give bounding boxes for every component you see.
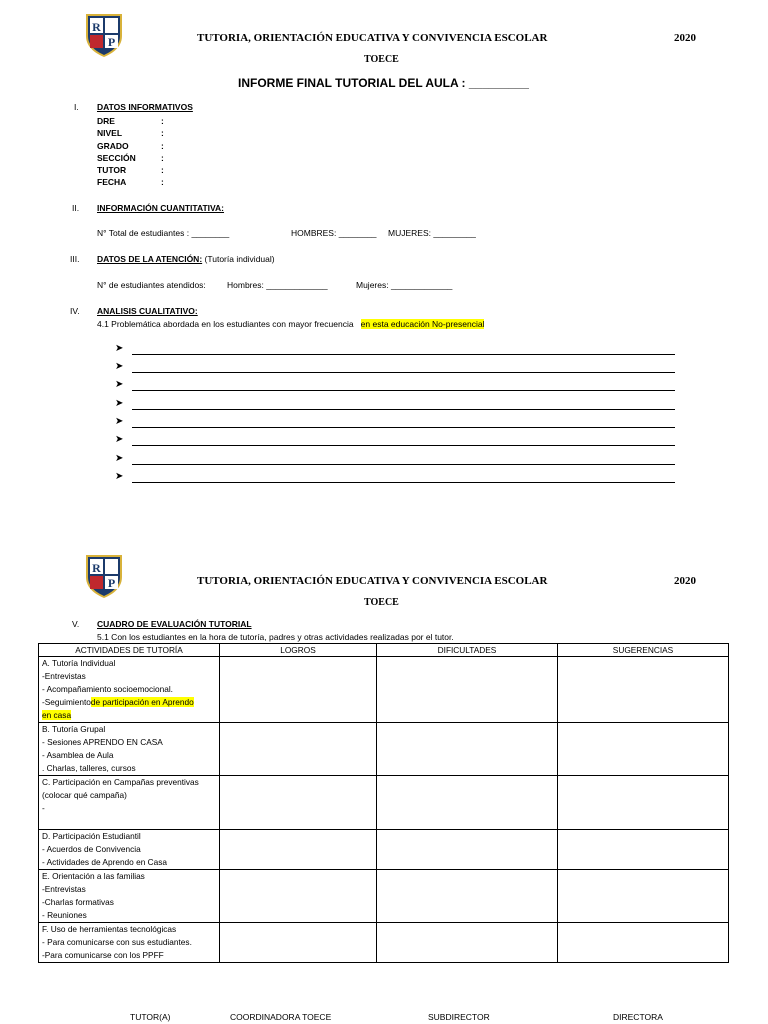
arrow-bullet-icon: ➤ xyxy=(115,453,124,464)
attended-hombres: Hombres: _____________ xyxy=(227,280,328,290)
svg-text:R: R xyxy=(92,20,101,34)
col-header-dificultades: DIFICULTADES xyxy=(377,644,558,657)
arrow-bullet-icon: ➤ xyxy=(115,379,124,390)
table-row xyxy=(39,657,729,723)
dificultades-cell[interactable] xyxy=(377,657,558,723)
sugerencias-cell[interactable] xyxy=(558,723,729,776)
arrow-bullet-icon: ➤ xyxy=(115,434,124,445)
activity-cell xyxy=(39,776,220,830)
field-label: NIVEL xyxy=(97,128,123,139)
activity-line: F. Uso de herramientas tecnológicas xyxy=(42,924,177,934)
arrow-bullet-icon: ➤ xyxy=(115,398,124,409)
col-header-logros: LOGROS xyxy=(220,644,377,657)
arrow-bullet-icon: ➤ xyxy=(115,471,124,482)
school-crest-logo xyxy=(83,12,125,58)
section3-title-row xyxy=(97,254,275,264)
signature-directora: DIRECTORA xyxy=(613,1012,663,1022)
field-label: FECHA xyxy=(97,177,127,188)
field-colon: : xyxy=(161,165,164,176)
activity-highlight: en casa xyxy=(42,710,72,720)
logros-cell[interactable] xyxy=(220,723,377,776)
activity-line: -Charlas formativas xyxy=(42,897,114,907)
activity-line: - Actividades de Aprendo en Casa xyxy=(42,857,167,867)
report-title: INFORME FINAL TUTORIAL DEL AULA : _________ xyxy=(238,76,529,90)
section5-sub: 5.1 Con los estudiantes en la hora de tutoría, padres y otras actividades realizadas por el tutor. xyxy=(97,632,454,642)
field-label: DRE xyxy=(97,116,115,126)
dificultades-cell[interactable] xyxy=(377,723,558,776)
field-colon: : xyxy=(161,116,164,126)
sugerencias-cell[interactable] xyxy=(558,830,729,870)
activity-line: - Para comunicarse con sus estudiantes. xyxy=(42,937,192,947)
answer-line[interactable] xyxy=(115,436,675,448)
activity-text: -Seguimiento xyxy=(42,697,91,707)
total-students: N° Total de estudiantes : ________ xyxy=(97,228,230,238)
section4-num: IV. xyxy=(70,306,80,316)
mujeres-count: MUJERES: _________ xyxy=(388,228,476,238)
activity-cell xyxy=(39,830,220,870)
header-subtitle: TOECE xyxy=(364,54,399,65)
activity-line: B. Tutoría Grupal xyxy=(42,724,106,734)
logros-cell[interactable] xyxy=(220,923,377,963)
activity-cell xyxy=(39,723,220,776)
field-label: SECCIÓN xyxy=(97,152,136,163)
signature-subdirector: SUBDIRECTOR xyxy=(428,1012,490,1022)
section3-title-suffix: (Tutoría individual) xyxy=(202,254,275,264)
arrow-bullet-icon: ➤ xyxy=(115,343,124,354)
section1-num: I. xyxy=(74,102,79,112)
section4-sub-row xyxy=(97,319,484,329)
logros-cell[interactable] xyxy=(220,870,377,923)
sugerencias-cell[interactable] xyxy=(558,776,729,830)
school-crest-logo xyxy=(83,553,125,599)
activity-cell xyxy=(39,657,220,723)
answer-line[interactable] xyxy=(115,473,675,485)
activity-line: . Charlas, talleres, cursos xyxy=(42,763,136,773)
section3-num: III. xyxy=(70,254,80,264)
table-row xyxy=(39,723,729,776)
attended-mujeres: Mujeres: _____________ xyxy=(356,280,453,290)
section5-title: CUADRO DE EVALUACIÓN TUTORIAL xyxy=(97,619,252,629)
activity-line: -Entrevistas xyxy=(42,884,86,894)
dificultades-cell[interactable] xyxy=(377,830,558,870)
col-header-sugerencias: SUGERENCIAS xyxy=(558,644,729,657)
svg-text:R: R xyxy=(92,561,101,575)
dificultades-cell[interactable] xyxy=(377,870,558,923)
activity-line: E. Orientación a las familias xyxy=(42,871,145,881)
activity-line xyxy=(42,709,216,722)
field-colon: : xyxy=(161,128,164,139)
activity-line: A. Tutoría Individual xyxy=(42,658,116,668)
section1-colons xyxy=(161,115,164,189)
section1-fields xyxy=(97,115,136,189)
activity-highlight: de participación en Aprendo xyxy=(90,697,194,707)
dificultades-cell[interactable] xyxy=(377,923,558,963)
arrow-bullet-icon: ➤ xyxy=(115,361,124,372)
activity-line: - Acompañamiento socioemocional. xyxy=(42,684,173,694)
field-colon: : xyxy=(161,140,164,151)
section3-title: DATOS DE LA ATENCIÓN: xyxy=(97,254,203,264)
field-colon: : xyxy=(161,177,164,188)
header-title: TUTORIA, ORIENTACIÓN EDUCATIVA Y CONVIVENCIA ESCOLAR xyxy=(197,32,548,44)
field-label: GRADO xyxy=(97,140,129,151)
signature-tutor: TUTOR(A) xyxy=(130,1012,171,1022)
answer-line[interactable] xyxy=(115,455,675,467)
activity-cell xyxy=(39,870,220,923)
activity-line: - Sesiones APRENDO EN CASA xyxy=(42,737,163,747)
sugerencias-cell[interactable] xyxy=(558,657,729,723)
field-colon: : xyxy=(161,152,164,163)
activity-line: - Acuerdos de Convivencia xyxy=(42,844,141,854)
answer-line[interactable] xyxy=(115,418,675,430)
activity-line: -Entrevistas xyxy=(42,671,86,681)
table-header-row xyxy=(39,644,729,657)
svg-text:P: P xyxy=(107,35,116,49)
table-row xyxy=(39,830,729,870)
activity-line xyxy=(42,696,216,709)
section2-num: II. xyxy=(72,203,80,213)
logros-cell[interactable] xyxy=(220,657,377,723)
attended-label: N° de estudiantes atendidos: xyxy=(97,280,206,290)
answer-line[interactable] xyxy=(115,363,675,375)
header-year-p2: 2020 xyxy=(674,575,696,587)
dificultades-cell[interactable] xyxy=(377,776,558,830)
activity-line: - xyxy=(42,803,45,813)
sugerencias-cell[interactable] xyxy=(558,870,729,923)
activity-line: C. Participación en Campañas preventivas xyxy=(42,777,199,787)
answer-line[interactable] xyxy=(115,381,675,393)
col-header-actividades: ACTIVIDADES DE TUTORÍA xyxy=(39,644,220,657)
activity-line: D. Participación Estudiantil xyxy=(42,831,141,841)
signature-coordinadora: COORDINADORA TOECE xyxy=(230,1012,332,1022)
header-year: 2020 xyxy=(674,32,696,44)
activity-line: (colocar qué campaña) xyxy=(42,790,127,800)
section4-sub-highlight: en esta educación No-presencial xyxy=(360,319,485,329)
activity-line: -Para comunicarse con los PPFF xyxy=(42,950,164,960)
field-label: TUTOR xyxy=(97,165,127,176)
arrow-bullet-icon: ➤ xyxy=(115,416,124,427)
evaluation-table xyxy=(38,643,729,963)
answer-line[interactable] xyxy=(115,400,675,412)
table-row xyxy=(39,870,729,923)
activity-cell xyxy=(39,923,220,963)
table-row xyxy=(39,923,729,963)
section4-sub: 4.1 Problemática abordada en los estudiantes con mayor frecuencia xyxy=(97,319,354,329)
logros-cell[interactable] xyxy=(220,830,377,870)
table-row xyxy=(39,776,729,830)
logros-cell[interactable] xyxy=(220,776,377,830)
section2-title: INFORMACIÓN CUANTITATIVA: xyxy=(97,203,225,213)
section1-title: DATOS INFORMATIVOS xyxy=(97,102,193,112)
activity-line: - Asamblea de Aula xyxy=(42,750,114,760)
section5-num: V. xyxy=(72,619,80,629)
header-subtitle-p2: TOECE xyxy=(364,597,399,608)
activity-line: - Reuniones xyxy=(42,910,87,920)
svg-text:P: P xyxy=(107,576,116,590)
header-title-p2: TUTORIA, ORIENTACIÓN EDUCATIVA Y CONVIVENCIA ESCOLAR xyxy=(197,575,548,587)
hombres-count: HOMBRES: ________ xyxy=(291,228,377,238)
section4-title: ANALISIS CUALITATIVO: xyxy=(97,306,198,316)
sugerencias-cell[interactable] xyxy=(558,923,729,963)
answer-line[interactable] xyxy=(115,345,675,357)
